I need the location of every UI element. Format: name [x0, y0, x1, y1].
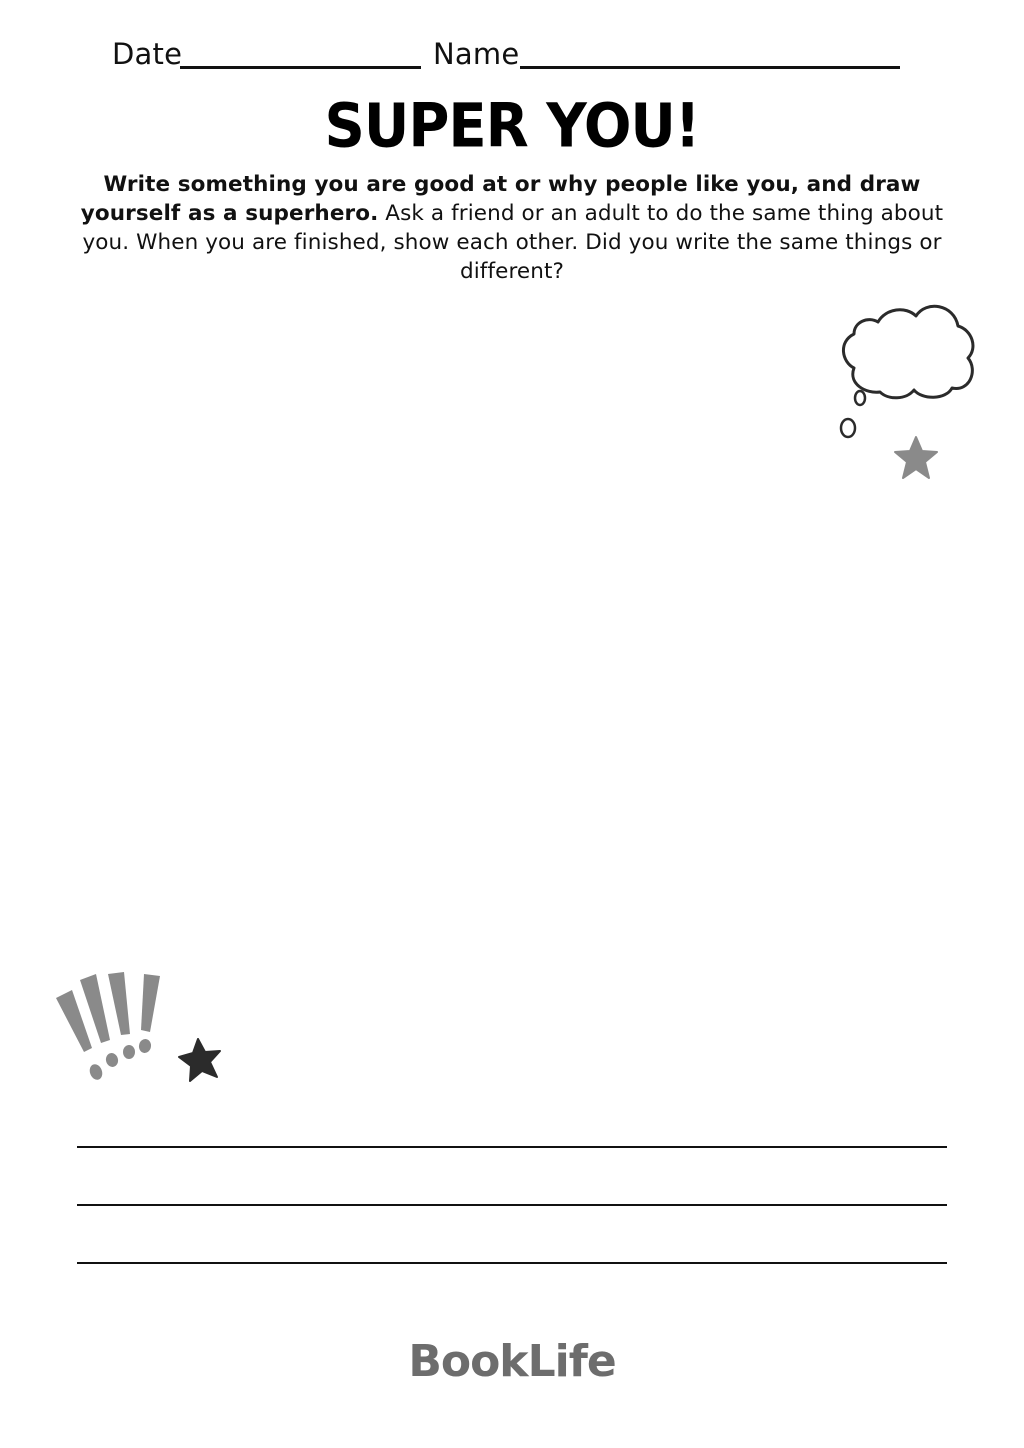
- instructions: [72, 170, 952, 286]
- writing-line-1[interactable]: [77, 1146, 947, 1148]
- date-field[interactable]: [180, 66, 421, 69]
- writing-line-2[interactable]: [77, 1204, 947, 1206]
- header-fields: [112, 34, 912, 74]
- name-field[interactable]: [520, 66, 900, 69]
- exclamation-marks-icon: [50, 968, 170, 1083]
- star-icon: [176, 1036, 224, 1084]
- thought-cloud-icon: [832, 296, 982, 446]
- instructions-regular: Ask a friend or an adult to do the same thing about you. When you are finished, show each other. Did you write the same things or different?: [82, 201, 944, 284]
- writing-line-3[interactable]: [77, 1262, 947, 1264]
- name-label: Name: [433, 37, 520, 71]
- instructions-bold: Write something you are good at or why people like you, and draw yourself as a superhero.: [80, 172, 921, 226]
- page-title: SUPER YOU!: [324, 91, 700, 162]
- date-label: Date: [112, 37, 183, 71]
- booklife-logo: BookLife: [408, 1336, 616, 1387]
- star-icon: [892, 434, 940, 482]
